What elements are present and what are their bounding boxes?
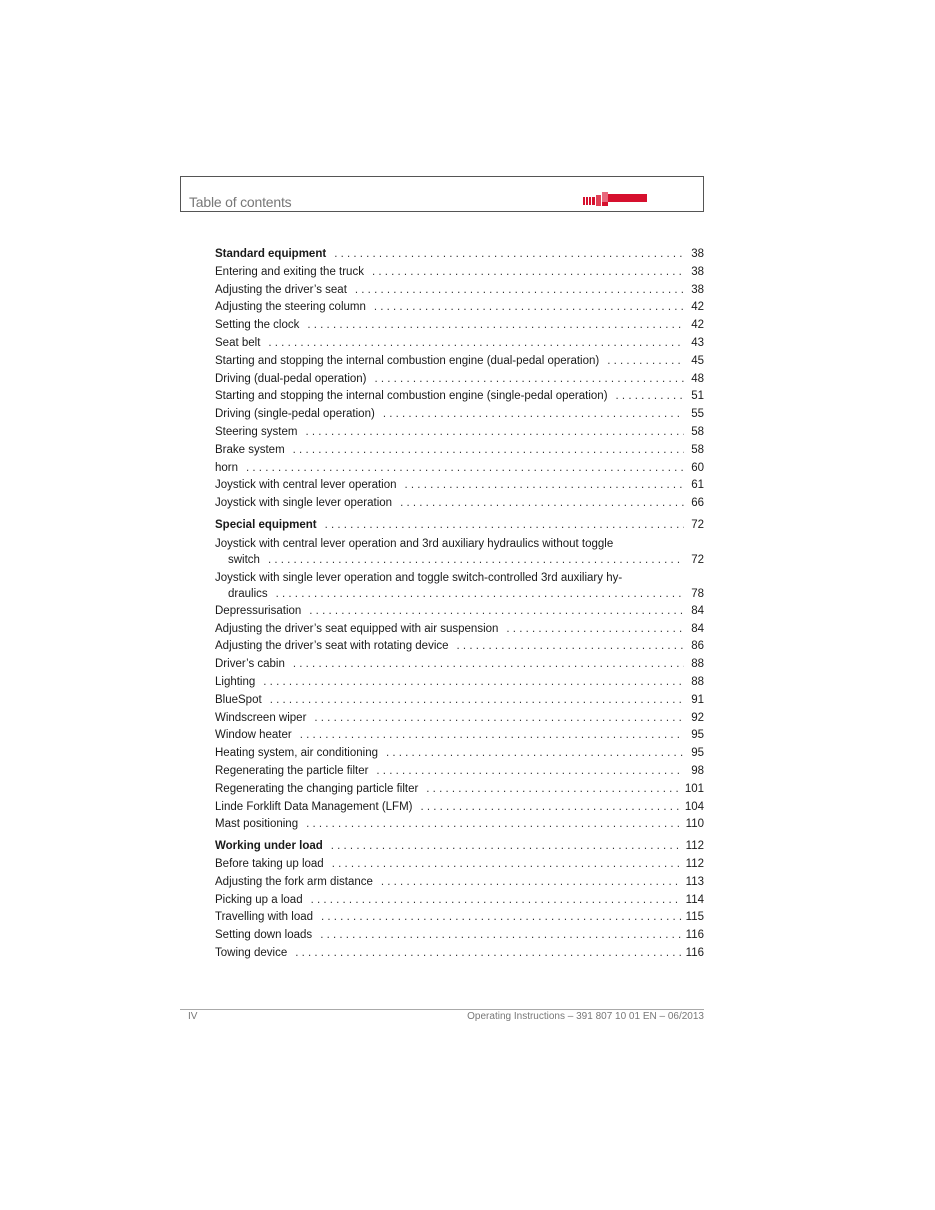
toc-entry[interactable] xyxy=(215,727,704,745)
toc-entry-page: 58 xyxy=(691,425,704,438)
dot-leader xyxy=(293,656,684,674)
toc-entry-title: Depressurisation xyxy=(215,604,302,617)
toc-entry-page: 66 xyxy=(691,497,704,510)
toc-entry-page: 55 xyxy=(691,408,704,421)
toc-entry[interactable] xyxy=(215,388,704,406)
toc-entry[interactable] xyxy=(215,477,704,495)
toc-entry-title: Entering and exiting the truck xyxy=(215,265,364,278)
toc-entry-title: Travelling with load xyxy=(215,911,314,924)
dot-leader xyxy=(426,781,681,799)
dot-leader xyxy=(405,477,684,495)
dot-leader xyxy=(321,909,682,927)
toc-entry-title: Joystick with central lever operation xyxy=(215,479,397,492)
toc-entry-title: Adjusting the fork arm distance xyxy=(215,875,373,888)
toc-entry[interactable] xyxy=(215,781,704,799)
dot-leader xyxy=(400,495,684,513)
toc-entry[interactable] xyxy=(215,710,704,728)
dot-leader xyxy=(376,763,684,781)
dot-leader xyxy=(616,388,684,406)
toc-entry-title: Joystick with single lever operation and toggle switch-controlled 3rd auxiliary hy- xyxy=(215,571,623,584)
dot-leader xyxy=(372,264,684,282)
toc-entry-page: 95 xyxy=(691,729,704,742)
toc-entry[interactable] xyxy=(215,442,704,460)
toc-entry-page: 95 xyxy=(691,747,704,760)
toc-entry-page: 60 xyxy=(691,461,704,474)
dot-leader xyxy=(320,927,681,945)
page-title: Table of contents xyxy=(189,194,292,210)
toc-entry[interactable] xyxy=(215,299,704,317)
toc-entry[interactable] xyxy=(215,406,704,424)
table-of-contents xyxy=(215,246,704,963)
toc-entry-title: Starting and stopping the internal combustion engine (dual-pedal operation) xyxy=(215,354,600,367)
toc-entry-page: 42 xyxy=(691,301,704,314)
dot-leader xyxy=(295,945,681,963)
dot-leader xyxy=(268,335,684,353)
toc-section-heading-title: Standard equipment xyxy=(215,248,327,260)
toc-entry-page: 116 xyxy=(685,929,704,942)
dot-leader xyxy=(331,838,682,856)
footer-document-id: Operating Instructions – 391 807 10 01 EN – 06/2013 xyxy=(467,1011,704,1022)
toc-entry[interactable] xyxy=(215,892,704,910)
toc-entry-title: Regenerating the changing particle filter xyxy=(215,782,419,795)
page-header xyxy=(180,176,704,212)
toc-entry-page: 114 xyxy=(685,893,704,906)
toc-entry-title: Seat belt xyxy=(215,336,261,349)
toc-entry[interactable] xyxy=(215,799,704,817)
toc-section-heading[interactable] xyxy=(215,517,704,535)
toc-section-heading-title: Working under load xyxy=(215,840,323,853)
dot-leader xyxy=(311,892,682,910)
toc-entry-page: 101 xyxy=(684,782,704,795)
toc-entry[interactable] xyxy=(215,638,704,656)
dot-leader xyxy=(270,692,684,710)
dot-leader xyxy=(374,299,684,317)
toc-entry-title: Setting the clock xyxy=(215,319,300,332)
toc-entry-page: 86 xyxy=(691,640,704,653)
toc-entry-page: 104 xyxy=(684,800,704,813)
dot-leader xyxy=(457,638,684,656)
toc-section-heading-title: Special equipment xyxy=(215,518,317,531)
dot-leader xyxy=(276,586,684,603)
toc-entry-continuation-title: draulics xyxy=(228,587,268,600)
toc-entry-page: 61 xyxy=(691,479,704,492)
toc-entry-page: 84 xyxy=(691,622,704,635)
toc-entry-page: 42 xyxy=(691,319,704,332)
dot-leader xyxy=(263,674,684,692)
toc-entry-title: Before taking up load xyxy=(215,857,324,870)
dot-leader xyxy=(314,710,684,728)
toc-entry[interactable] xyxy=(215,692,704,710)
toc-entry-title: Brake system xyxy=(215,443,285,456)
toc-entry-title: Picking up a load xyxy=(215,893,303,906)
toc-entry-page: 45 xyxy=(691,354,704,367)
toc-section-heading-page: 38 xyxy=(691,248,704,260)
footer-page-number: IV xyxy=(188,1011,198,1022)
footer-divider xyxy=(180,1009,704,1010)
toc-entry-title: Joystick with single lever operation xyxy=(215,497,393,510)
toc-entry[interactable] xyxy=(215,264,704,282)
toc-entry-page: 84 xyxy=(691,604,704,617)
dot-leader xyxy=(332,856,682,874)
toc-entry[interactable] xyxy=(215,927,704,945)
dot-leader xyxy=(306,816,682,834)
dot-leader xyxy=(383,406,684,424)
dot-leader xyxy=(325,517,684,535)
toc-entry-wrapped[interactable] xyxy=(215,571,704,603)
dot-leader xyxy=(386,745,684,763)
toc-section-heading-page: 72 xyxy=(691,518,704,531)
dot-leader xyxy=(334,246,684,264)
toc-entry-title: Adjusting the driver’s seat xyxy=(215,283,347,296)
toc-section-heading[interactable] xyxy=(215,838,704,856)
toc-entry[interactable] xyxy=(215,495,704,513)
toc-entry-continuation[interactable] xyxy=(215,586,704,603)
toc-entry-page: 88 xyxy=(691,658,704,671)
toc-entry-page: 43 xyxy=(691,336,704,349)
toc-entry-page: 91 xyxy=(691,693,704,706)
toc-entry-page: 58 xyxy=(691,443,704,456)
toc-entry[interactable] xyxy=(215,816,704,834)
toc-entry-page: 98 xyxy=(691,764,704,777)
toc-entry[interactable] xyxy=(215,371,704,389)
toc-entry-continuation-title: switch xyxy=(228,553,260,566)
dot-leader xyxy=(375,371,685,389)
toc-entry-wrapped[interactable] xyxy=(215,537,704,569)
toc-entry[interactable] xyxy=(215,317,704,335)
toc-entry[interactable] xyxy=(215,763,704,781)
toc-entry[interactable] xyxy=(215,656,704,674)
toc-entry-title: Windscreen wiper xyxy=(215,711,307,724)
toc-entry-title: Steering system xyxy=(215,425,298,438)
toc-entry-title: Starting and stopping the internal combustion engine (single-pedal operation) xyxy=(215,390,608,403)
dot-leader xyxy=(506,621,684,639)
toc-entry-page: 112 xyxy=(685,857,704,870)
toc-entry-title: Joystick with central lever operation and 3rd auxiliary hydraulics without toggle xyxy=(215,537,614,550)
toc-entry-title: Adjusting the driver’s seat equipped with air suspension xyxy=(215,622,499,635)
toc-entry-title: Adjusting the steering column xyxy=(215,301,366,314)
dot-leader xyxy=(305,424,684,442)
dot-leader xyxy=(307,317,684,335)
toc-entry-page: 115 xyxy=(685,911,704,924)
dot-leader xyxy=(607,353,684,371)
toc-entry-continuation[interactable] xyxy=(215,552,704,569)
toc-entry-continuation-page: 78 xyxy=(691,587,704,600)
toc-entry-title: Mast positioning xyxy=(215,818,299,831)
toc-entry[interactable] xyxy=(215,945,704,963)
toc-entry-title: horn xyxy=(215,461,239,474)
toc-entry-page: 110 xyxy=(685,818,704,831)
dot-leader xyxy=(309,603,684,621)
dot-leader xyxy=(246,460,684,478)
toc-entry-title: Linde Forklift Data Management (LFM) xyxy=(215,800,413,813)
toc-entry-page: 88 xyxy=(691,675,704,688)
toc-entry[interactable] xyxy=(215,424,704,442)
toc-entry-continuation-page: 72 xyxy=(691,553,704,566)
toc-entry-page: 48 xyxy=(691,372,704,385)
toc-entry[interactable] xyxy=(215,353,704,371)
toc-entry-title: Driver’s cabin xyxy=(215,658,285,671)
dot-leader xyxy=(355,282,684,300)
toc-entry-title: Driving (dual-pedal operation) xyxy=(215,372,367,385)
toc-entry-title: Adjusting the driver’s seat with rotating device xyxy=(215,640,449,653)
toc-entry-page: 113 xyxy=(685,875,704,888)
toc-entry[interactable] xyxy=(215,674,704,692)
toc-entry-title: Driving (single-pedal operation) xyxy=(215,408,375,421)
toc-entry-title: Lighting xyxy=(215,675,256,688)
toc-entry[interactable] xyxy=(215,460,704,478)
toc-entry[interactable] xyxy=(215,621,704,639)
toc-entry-title: Regenerating the particle filter xyxy=(215,764,369,777)
toc-entry[interactable] xyxy=(215,856,704,874)
dot-leader xyxy=(421,799,681,817)
brand-logo-icon xyxy=(583,191,647,207)
toc-entry-page: 51 xyxy=(691,390,704,403)
toc-section-heading[interactable] xyxy=(215,246,704,264)
toc-entry-title: Towing device xyxy=(215,946,288,959)
dot-leader xyxy=(381,874,682,892)
toc-entry[interactable] xyxy=(215,874,704,892)
toc-entry-page: 92 xyxy=(691,711,704,724)
toc-entry-page: 38 xyxy=(691,265,704,278)
toc-entry[interactable] xyxy=(215,909,704,927)
dot-leader xyxy=(268,552,684,569)
toc-section-heading-page: 112 xyxy=(685,840,704,853)
toc-entry[interactable] xyxy=(215,282,704,300)
toc-entry-page: 116 xyxy=(685,946,704,959)
toc-entry[interactable] xyxy=(215,603,704,621)
toc-entry-title: Heating system, air conditioning xyxy=(215,747,378,760)
toc-entry[interactable] xyxy=(215,745,704,763)
toc-entry-title: Setting down loads xyxy=(215,929,313,942)
toc-entry-page: 38 xyxy=(691,283,704,296)
toc-entry-title: BlueSpot xyxy=(215,693,262,706)
dot-leader xyxy=(293,442,684,460)
dot-leader xyxy=(300,727,684,745)
toc-entry[interactable] xyxy=(215,335,704,353)
toc-entry-title: Window heater xyxy=(215,729,292,742)
